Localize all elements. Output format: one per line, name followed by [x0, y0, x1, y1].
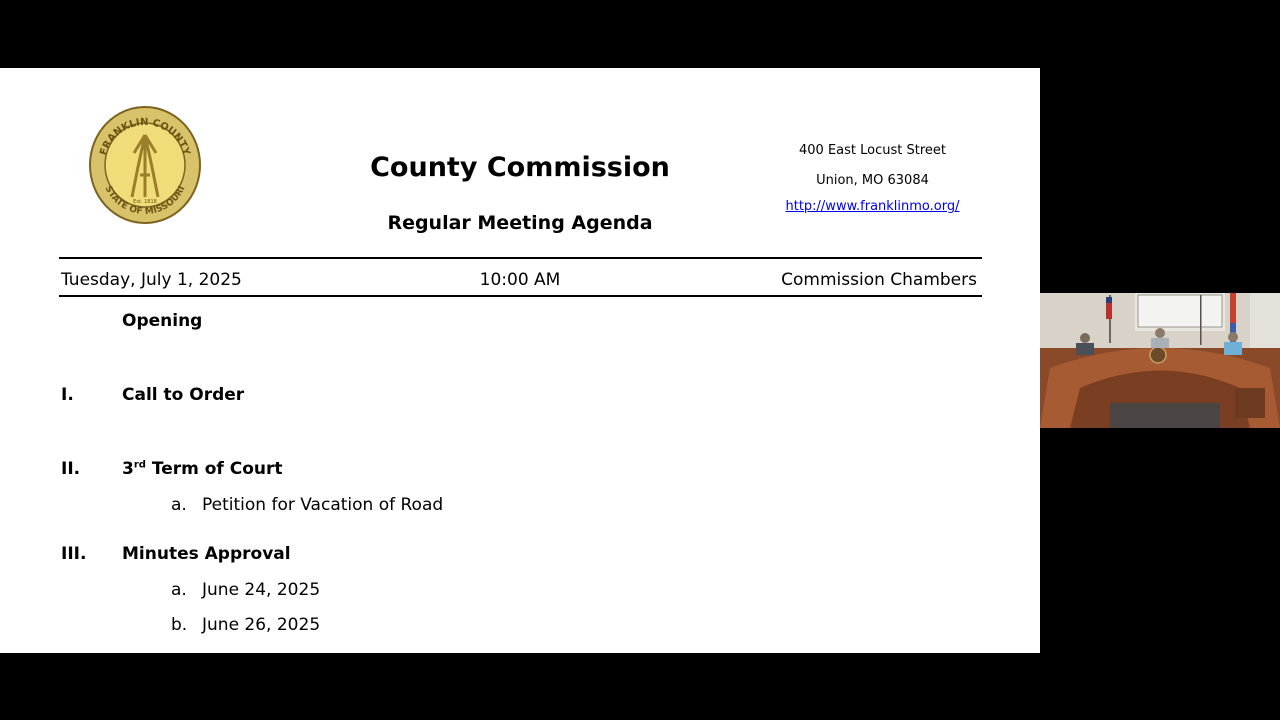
county-seal-icon — [88, 105, 202, 225]
section-opening: Opening — [122, 311, 203, 331]
list-item: June 24, 2025 — [202, 580, 321, 600]
meeting-location: Commission Chambers — [781, 270, 977, 290]
svg-text:STATE OF MISSOURI: STATE OF MISSOURI — [102, 184, 188, 218]
list-item-letter: a. — [171, 495, 187, 515]
meeting-room-image — [1040, 293, 1280, 428]
meeting-date: Tuesday, July 1, 2025 — [61, 270, 242, 290]
section-title: Call to Order — [122, 385, 245, 405]
svg-text:Est. 1818: Est. 1818 — [133, 199, 157, 205]
camera-feed — [1040, 293, 1280, 428]
website-link[interactable]: http://www.franklinmo.org/ — [785, 199, 960, 214]
bottom-divider — [59, 295, 982, 297]
meeting-time: 10:00 AM — [479, 270, 561, 290]
section-number: II. — [61, 459, 81, 479]
address-city: Union, MO 63084 — [816, 173, 929, 188]
list-item: June 26, 2025 — [202, 615, 321, 635]
section-title: Minutes Approval — [122, 544, 291, 564]
list-item: Petition for Vacation of Road — [202, 495, 444, 515]
address-street: 400 East Locust Street — [799, 143, 946, 158]
agenda-document — [0, 68, 1040, 653]
section-number: I. — [61, 385, 74, 405]
section-title: 3rd Term of Court — [122, 459, 283, 479]
page-title: County Commission — [370, 152, 670, 183]
list-item-letter: b. — [171, 615, 188, 635]
list-item-letter: a. — [171, 580, 187, 600]
section-number: III. — [61, 544, 87, 564]
svg-text:FRANKLIN COUNTY: FRANKLIN COUNTY — [98, 116, 192, 157]
top-divider — [59, 257, 982, 259]
page-subtitle: Regular Meeting Agenda — [387, 212, 653, 234]
